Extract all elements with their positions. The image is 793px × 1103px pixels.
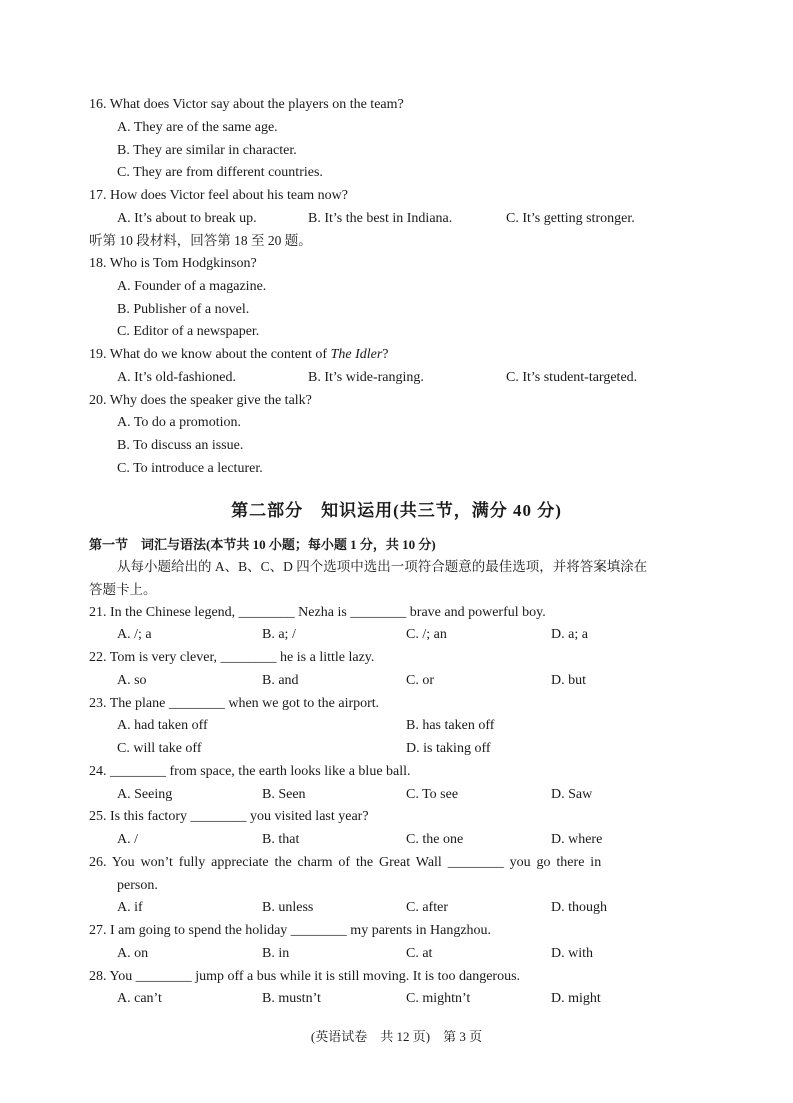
question-22-stem: 22. Tom is very clever, ________ he is a little lazy. [89,650,375,665]
question-27-option-d: D. with [551,946,593,961]
magazine-title: The Idler [330,347,383,362]
question-21-stem: 21. In the Chinese legend, ________ Nezha is ________ brave and powerful boy. [89,605,546,620]
question-18-option-b: B. Publisher of a novel. [117,302,250,317]
page-footer: (英语试卷 共 12 页) 第 3 页 [310,1029,483,1044]
question-23-option-b: B. has taken off [406,718,495,733]
question-19-option-a: A. It’s old-fashioned. [117,370,236,385]
question-28-option-d: D. might [551,991,601,1006]
section-one-title: 第一节 词汇与语法(本节共 10 小题；每小题 1 分，共 10 分) [89,537,436,552]
question-25-option-d: D. where [551,832,603,847]
section-10-instruction: 听第 10 段材料，回答第 18 至 20 题。 [89,233,312,248]
question-26-option-a: A. if [117,900,143,915]
question-19-option-c: C. It’s student-targeted. [506,370,638,385]
question-20-stem: 20. Why does the speaker give the talk? [89,393,312,408]
question-23-stem: 23. The plane ________ when we got to the airport. [89,696,380,711]
question-24-stem: 24. ________ from space, the earth looks like a blue ball. [89,764,411,779]
question-21-option-a: A. /; a [117,627,152,642]
question-18-stem: 18. Who is Tom Hodgkinson? [89,256,257,271]
question-28-stem: 28. You ________ jump off a bus while it is still moving. It is too dangerous. [89,969,521,984]
question-23-option-a: A. had taken off [117,718,208,733]
question-21-option-b: B. a; / [262,627,296,642]
question-25-option-c: C. the one [406,832,464,847]
question-17-stem: 17. How does Victor feel about his team now? [89,188,349,203]
question-18-option-c: C. Editor of a newspaper. [117,324,260,339]
question-27-option-b: B. in [262,946,290,961]
question-28-option-b: B. mustn’t [262,991,321,1006]
question-23-option-d: D. is taking off [406,741,491,756]
question-26-option-c: C. after [406,900,448,915]
question-19-option-b: B. It’s wide-ranging. [308,370,424,385]
question-20-option-b: B. To discuss an issue. [117,438,244,453]
question-25-stem: 25. Is this factory ________ you visited last year? [89,809,369,824]
question-26-stem-continued: person. [117,878,158,893]
question-24-option-c: C. To see [406,787,459,802]
question-26-stem: 26. You won’t fully appreciate the charm of the Great Wall ________ you go there in [89,855,602,870]
section-instruction-line-1: 从每小题给出的 A、B、C、D 四个选项中选出一项符合题意的最佳选项，并将答案填涂在 [117,559,648,574]
question-21-option-d: D. a; a [551,627,588,642]
question-24-option-d: D. Saw [551,787,593,802]
question-26-option-d: D. though [551,900,607,915]
part-two-title: 第二部分 知识运用(共三节，满分 40 分) [231,501,562,520]
question-17-option-a: A. It’s about to break up. [117,211,257,226]
question-22-option-b: B. and [262,673,299,688]
question-27-stem: 27. I am going to spend the holiday ________ my parents in Hangzhou. [89,923,492,938]
question-28-option-c: C. mightn’t [406,991,471,1006]
question-20-option-a: A. To do a promotion. [117,415,241,430]
question-20-option-c: C. To introduce a lecturer. [117,461,263,476]
question-27-option-a: A. on [117,946,149,961]
question-22-option-d: D. but [551,673,586,688]
question-24-option-a: A. Seeing [117,787,173,802]
question-18-option-a: A. Founder of a magazine. [117,279,267,294]
question-21-option-c: C. /; an [406,627,447,642]
question-25-option-b: B. that [262,832,300,847]
question-28-option-a: A. can’t [117,991,162,1006]
question-16-option-c: C. They are from different countries. [117,165,323,180]
section-instruction-line-2: 答题卡上。 [89,582,157,597]
question-17-option-c: C. It’s getting stronger. [506,211,635,226]
question-16-stem: 16. What does Victor say about the players on the team? [89,97,404,112]
question-16-option-b: B. They are similar in character. [117,143,297,158]
question-27-option-c: C. at [406,946,433,961]
question-16-option-a: A. They are of the same age. [117,120,278,135]
question-23-option-c: C. will take off [117,741,202,756]
question-17-option-b: B. It’s the best in Indiana. [308,211,453,226]
question-19-stem: 19. What do we know about the content of The Idler? [89,347,389,362]
question-26-option-b: B. unless [262,900,314,915]
question-25-option-a: A. / [117,832,138,847]
question-22-option-a: A. so [117,673,147,688]
question-24-option-b: B. Seen [262,787,306,802]
question-22-option-c: C. or [406,673,434,688]
